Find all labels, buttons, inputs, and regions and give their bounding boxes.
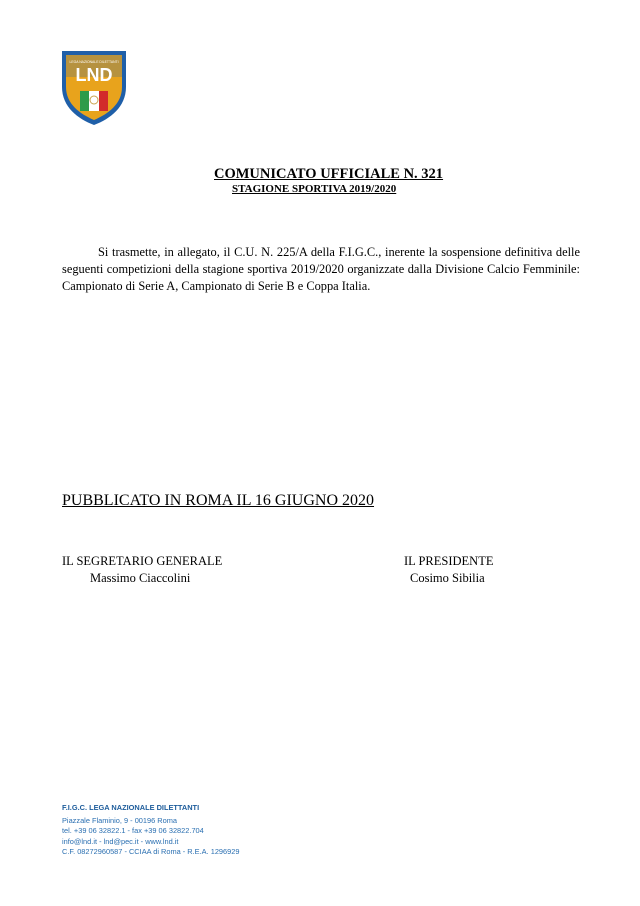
shield-icon [58,47,130,127]
footer-phone: tel. +39 06 32822.1 - fax +39 06 32822.704 [62,826,204,835]
signature-right-name: Cosimo Sibilia [410,571,485,585]
footer-address: Piazzale Flaminio, 9 - 00196 Roma [62,815,178,825]
signature-left-role: IL SEGRETARIO GENERALE [62,554,223,568]
body-paragraph: Si trasmette, in allegato, il C.U. N. 225/A della F.I.G.C., inerente la sospensione definitiva delle seguenti competizioni della stagione sportiva 2019/2020 organizzate dalla Divisione Calcio Femminile: Campionato di Serie A, Campionato di Serie B e Coppa Italia. [62,245,580,293]
footer-fiscal: C.F. 08272960587 - CCIAA di Roma - R.E.A. 1296929 [62,847,240,856]
footer [62,803,239,858]
signature-right [404,553,493,587]
signature-left [62,553,222,587]
signature-right-role: IL PRESIDENTE [404,554,494,568]
footer-org: F.I.G.C. LEGA NAZIONALE DILETTANTI [62,803,200,812]
signature-left-name: Massimo Ciaccolini [90,571,191,585]
footer-email: info@lnd.it - lnd@pec.it - www.lnd.it [62,836,179,846]
logo-text: LND [75,65,113,85]
page-subtitle: STAGIONE SPORTIVA 2019/2020 [232,183,397,195]
lnd-logo [58,47,130,127]
publication-line: PUBBLICATO IN ROMA IL 16 GIUGNO 2020 [62,492,375,509]
page-title: COMUNICATO UFFICIALE N. 321 [214,166,444,182]
logo-arc-text: LEGA NAZIONALE DILETTANTI [69,60,119,64]
